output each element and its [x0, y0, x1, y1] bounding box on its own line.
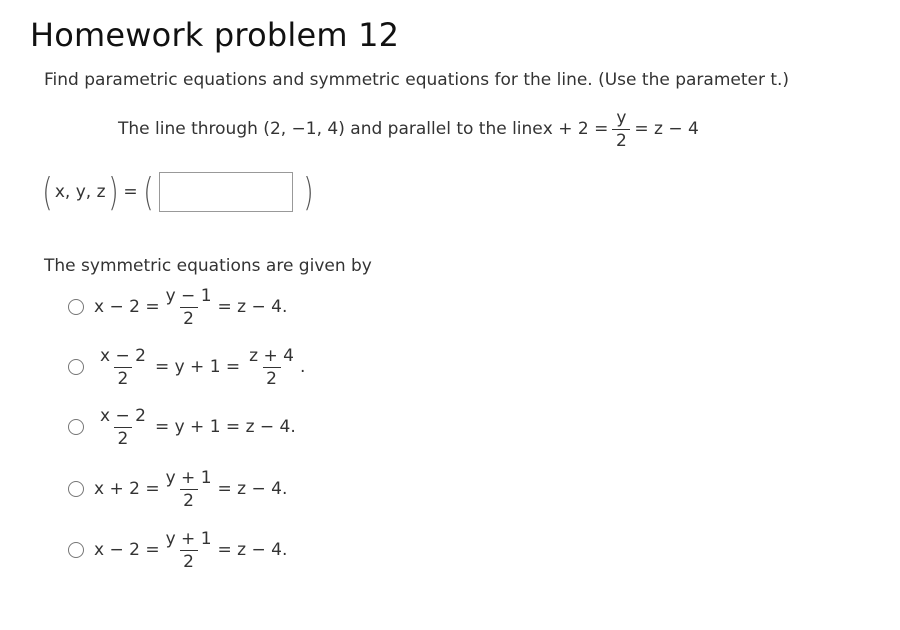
option-fraction [164, 468, 214, 511]
fraction-numerator: y + 1 [165, 467, 212, 488]
fraction-numerator: z + 4 [249, 345, 294, 366]
fraction-denominator: 2 [114, 367, 132, 389]
prompt-lead: The line through (2, −1, 4) and parallel to the line [118, 119, 543, 139]
radio-button[interactable] [68, 481, 84, 497]
tuple-lhs: x, y, z [54, 182, 106, 202]
option-3[interactable] [68, 402, 299, 452]
parametric-answer-input[interactable] [159, 172, 293, 212]
fraction-denominator: 2 [180, 307, 198, 329]
fraction-numerator: x − 2 [100, 405, 146, 426]
parametric-answer-row [40, 170, 316, 214]
option-post: = z − 4. [217, 297, 288, 317]
fraction-denominator: 2 [180, 550, 198, 572]
option-post: = y + 1 = z − 4. [154, 417, 296, 437]
left-paren: ( [42, 170, 53, 214]
fraction-numerator: y − 1 [165, 285, 212, 306]
radio-button[interactable] [68, 419, 84, 435]
option-pre: x + 2 = [94, 479, 160, 499]
symmetric-label: The symmetric equations are given by [44, 256, 372, 276]
radio-button[interactable] [68, 542, 84, 558]
fraction-denominator: 2 [114, 427, 132, 449]
option-fraction [164, 529, 214, 572]
fraction-denominator: 2 [263, 367, 281, 389]
option-5[interactable] [68, 525, 287, 575]
option-fraction [98, 406, 148, 449]
left-paren: ( [142, 170, 154, 214]
option-post: . [299, 357, 306, 377]
problem-prompt [118, 106, 699, 152]
option-pre: x − 2 = [94, 297, 160, 317]
option-fraction-left [98, 346, 148, 389]
prompt-fraction-denominator: 2 [612, 129, 630, 151]
right-paren: ) [107, 170, 119, 214]
prompt-rhs: = z − 4 [634, 119, 699, 139]
option-pre: x − 2 = [94, 540, 160, 560]
option-fraction-right [247, 346, 296, 389]
fraction-denominator: 2 [180, 489, 198, 511]
instruction-text: Find parametric equations and symmetric equations for the line. (Use the parameter t.) [44, 70, 790, 90]
option-fraction [164, 286, 214, 329]
option-mid: = y + 1 = [154, 357, 241, 377]
right-paren: ) [303, 170, 315, 214]
prompt-fraction-numerator: y [616, 107, 627, 128]
fraction-numerator: y + 1 [165, 528, 212, 549]
option-2[interactable] [68, 342, 305, 392]
page-title: Homework problem 12 [30, 16, 400, 54]
radio-button[interactable] [68, 299, 84, 315]
prompt-fraction [612, 108, 630, 151]
option-4[interactable] [68, 464, 287, 514]
fraction-numerator: x − 2 [100, 345, 146, 366]
radio-button[interactable] [68, 359, 84, 375]
option-post: = z − 4. [217, 479, 288, 499]
option-post: = z − 4. [217, 540, 288, 560]
option-1[interactable] [68, 282, 287, 332]
prompt-lhs: x + 2 = [542, 119, 609, 139]
tuple-equals: = [123, 182, 138, 202]
